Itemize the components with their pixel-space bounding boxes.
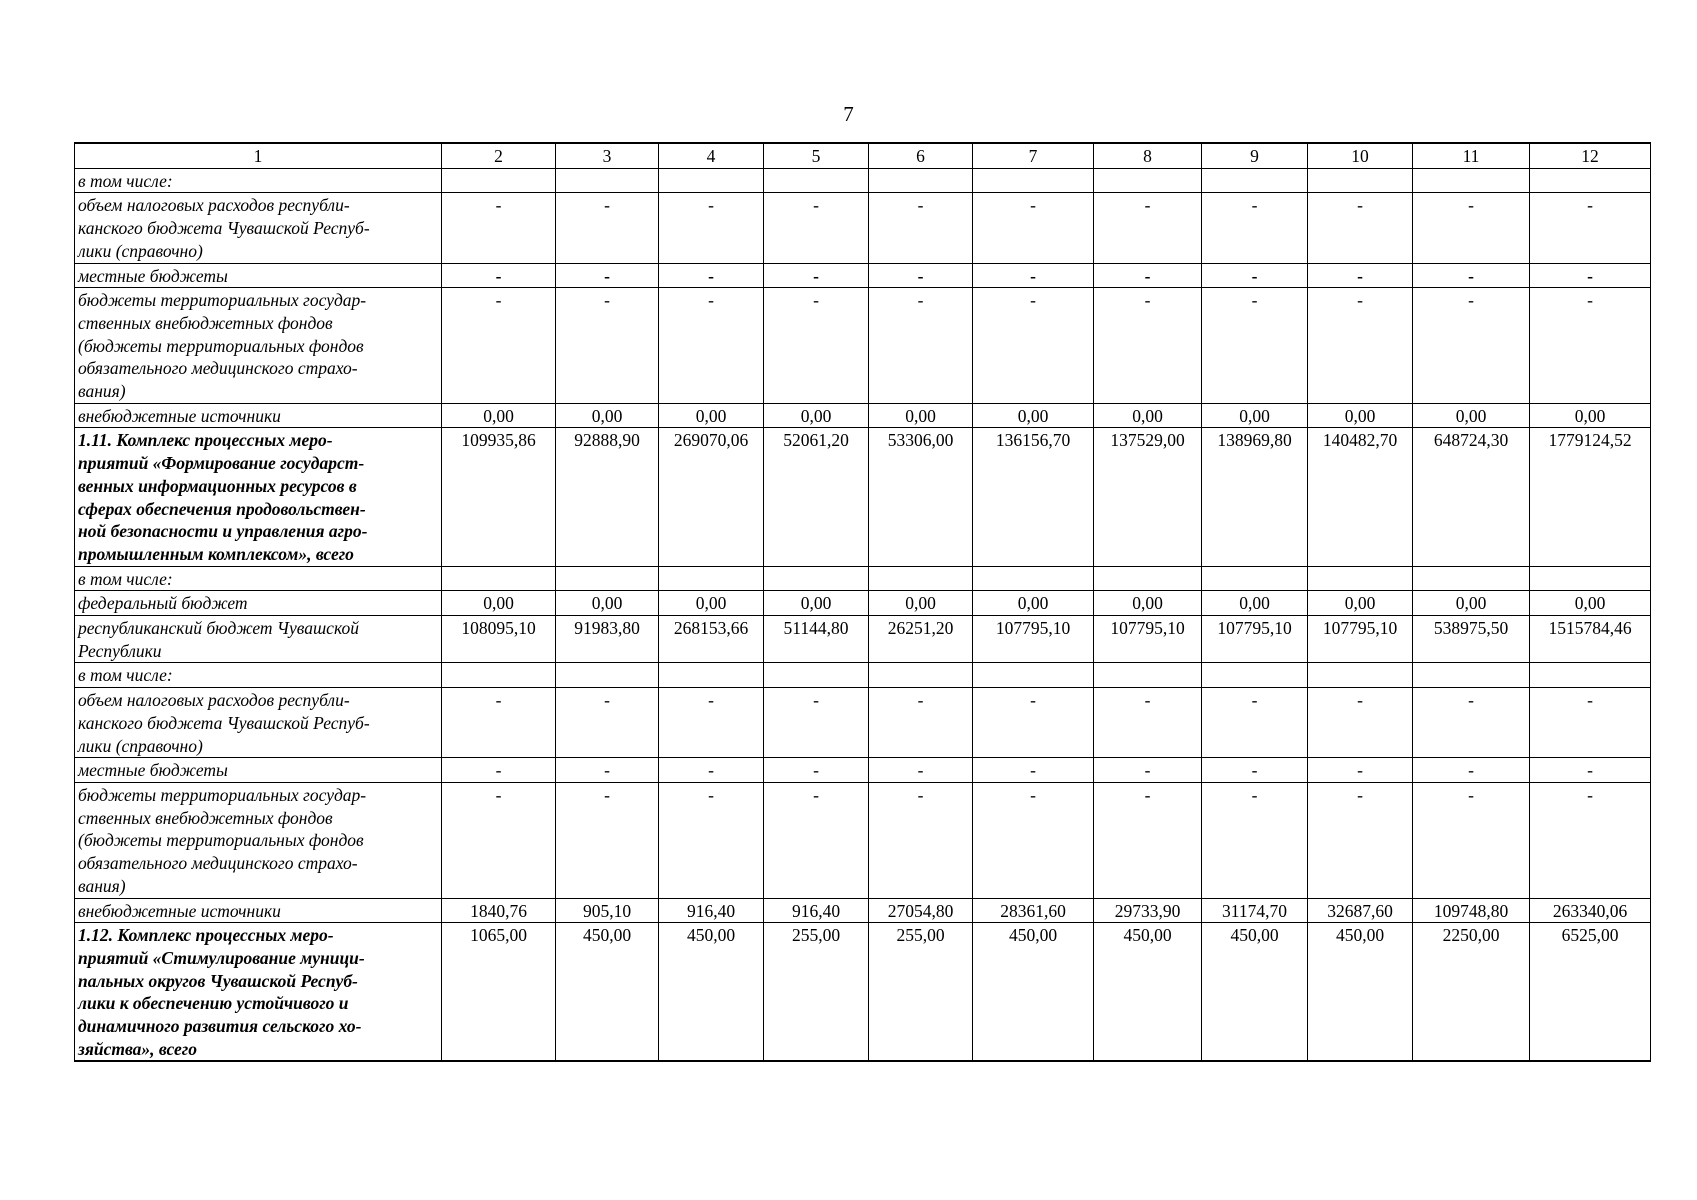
column-header: 2 [442, 143, 556, 168]
value-cell: - [973, 288, 1094, 404]
value-cell [973, 566, 1094, 591]
value-cell [1094, 168, 1202, 193]
row-label: в том числе: [75, 663, 442, 688]
value-cell: - [1202, 688, 1308, 758]
value-cell: - [1202, 193, 1308, 263]
value-cell: 450,00 [659, 923, 764, 1062]
value-cell: - [869, 288, 973, 404]
table-row [75, 898, 1651, 923]
value-cell: - [1413, 782, 1530, 898]
value-cell: - [869, 263, 973, 288]
value-cell [442, 566, 556, 591]
column-header: 7 [973, 143, 1094, 168]
value-cell: 52061,20 [764, 428, 869, 566]
row-label: 1.11. Комплекс процессных меро- приятий «Формирование государст- венных информационных ресурсов в сферах обеспечения продовольствен- ной безопасности и управления агро- промышленным комплексом», всего [75, 428, 442, 566]
value-cell: - [1094, 782, 1202, 898]
value-cell: 0,00 [869, 403, 973, 428]
value-cell: - [556, 782, 659, 898]
value-cell: - [1530, 688, 1651, 758]
table-row [75, 288, 1651, 404]
value-cell: 107795,10 [1202, 616, 1308, 663]
value-cell [764, 566, 869, 591]
row-label: объем налоговых расходов республи- канского бюджета Чувашской Респуб- лики (справочно) [75, 688, 442, 758]
value-cell: 0,00 [1202, 403, 1308, 428]
table-row [75, 591, 1651, 616]
column-header: 11 [1413, 143, 1530, 168]
value-cell: 51144,80 [764, 616, 869, 663]
row-label: местные бюджеты [75, 263, 442, 288]
value-cell: - [764, 688, 869, 758]
value-cell [1413, 168, 1530, 193]
column-header: 12 [1530, 143, 1651, 168]
value-cell: - [442, 688, 556, 758]
value-cell: 32687,60 [1308, 898, 1413, 923]
value-cell [1094, 566, 1202, 591]
value-cell: - [1530, 288, 1651, 404]
value-cell: - [556, 758, 659, 783]
value-cell: - [1094, 193, 1202, 263]
value-cell: 1515784,46 [1530, 616, 1651, 663]
page-number: 7 [843, 102, 854, 126]
value-cell: - [1202, 288, 1308, 404]
value-cell: 450,00 [556, 923, 659, 1062]
value-cell: 0,00 [764, 591, 869, 616]
row-label: объем налоговых расходов республи- канского бюджета Чувашской Респуб- лики (справочно) [75, 193, 442, 263]
value-cell [869, 168, 973, 193]
value-cell [556, 168, 659, 193]
row-label: внебюджетные источники [75, 898, 442, 923]
value-cell: 538975,50 [1413, 616, 1530, 663]
value-cell: - [1530, 263, 1651, 288]
value-cell: - [1530, 758, 1651, 783]
value-cell: 648724,30 [1413, 428, 1530, 566]
value-cell [659, 566, 764, 591]
table-row [75, 193, 1651, 263]
value-cell [1202, 663, 1308, 688]
value-cell: 905,10 [556, 898, 659, 923]
value-cell: 0,00 [869, 591, 973, 616]
value-cell: 1065,00 [442, 923, 556, 1062]
column-header: 4 [659, 143, 764, 168]
column-header: 10 [1308, 143, 1413, 168]
value-cell: 6525,00 [1530, 923, 1651, 1062]
row-label: внебюджетные источники [75, 403, 442, 428]
value-cell: - [556, 688, 659, 758]
value-cell [1413, 663, 1530, 688]
row-label: бюджеты территориальных государ- ственных внебюджетных фондов (бюджеты территориальных фондов обязательного медицинского страхо- вания) [75, 782, 442, 898]
row-label: местные бюджеты [75, 758, 442, 783]
value-cell: - [1308, 688, 1413, 758]
value-cell: 263340,06 [1530, 898, 1651, 923]
column-header: 1 [75, 143, 442, 168]
table-row [75, 168, 1651, 193]
value-cell [1202, 566, 1308, 591]
value-cell: 0,00 [1094, 591, 1202, 616]
value-cell [1308, 566, 1413, 591]
value-cell [1413, 566, 1530, 591]
value-cell: 107795,10 [1308, 616, 1413, 663]
row-label: в том числе: [75, 168, 442, 193]
value-cell: - [1094, 688, 1202, 758]
value-cell: - [442, 782, 556, 898]
value-cell: - [1413, 288, 1530, 404]
value-cell [869, 566, 973, 591]
value-cell: 0,00 [442, 403, 556, 428]
value-cell: 108095,10 [442, 616, 556, 663]
value-cell: 0,00 [1202, 591, 1308, 616]
table-row [75, 403, 1651, 428]
value-cell [1202, 168, 1308, 193]
value-cell: - [869, 758, 973, 783]
value-cell: 0,00 [556, 591, 659, 616]
value-cell: 450,00 [1094, 923, 1202, 1062]
value-cell: - [764, 263, 869, 288]
value-cell: 107795,10 [973, 616, 1094, 663]
value-cell [659, 168, 764, 193]
value-cell [442, 168, 556, 193]
value-cell [1530, 566, 1651, 591]
value-cell: - [659, 263, 764, 288]
value-cell: 268153,66 [659, 616, 764, 663]
value-cell [1094, 663, 1202, 688]
column-header: 3 [556, 143, 659, 168]
value-cell: - [1308, 193, 1413, 263]
value-cell: 916,40 [764, 898, 869, 923]
value-cell: 27054,80 [869, 898, 973, 923]
value-cell: - [1308, 758, 1413, 783]
value-cell: - [1530, 193, 1651, 263]
value-cell [556, 663, 659, 688]
value-cell [1530, 168, 1651, 193]
value-cell: - [1413, 193, 1530, 263]
value-cell: - [1202, 758, 1308, 783]
value-cell: - [1202, 782, 1308, 898]
value-cell: 92888,90 [556, 428, 659, 566]
value-cell: - [556, 193, 659, 263]
header-row [75, 143, 1651, 168]
value-cell: 53306,00 [869, 428, 973, 566]
value-cell: - [556, 288, 659, 404]
value-cell: - [659, 688, 764, 758]
value-cell: 255,00 [764, 923, 869, 1062]
row-label: федеральный бюджет [75, 591, 442, 616]
row-label: бюджеты территориальных государ- ственных внебюджетных фондов (бюджеты территориальных фондов обязательного медицинского страхо- вания) [75, 288, 442, 404]
value-cell: - [764, 193, 869, 263]
value-cell: - [869, 193, 973, 263]
value-cell: - [442, 758, 556, 783]
value-cell [764, 663, 869, 688]
value-cell: - [973, 263, 1094, 288]
value-cell: 91983,80 [556, 616, 659, 663]
value-cell: 0,00 [973, 403, 1094, 428]
value-cell: 1840,76 [442, 898, 556, 923]
value-cell: - [764, 758, 869, 783]
value-cell: - [442, 288, 556, 404]
value-cell: 28361,60 [973, 898, 1094, 923]
value-cell: - [659, 193, 764, 263]
value-cell: 138969,80 [1202, 428, 1308, 566]
column-header: 5 [764, 143, 869, 168]
table-row [75, 566, 1651, 591]
value-cell: 2250,00 [1413, 923, 1530, 1062]
column-header: 6 [869, 143, 973, 168]
value-cell [764, 168, 869, 193]
table-row [75, 923, 1651, 1062]
budget-table [74, 142, 1651, 1062]
table-row [75, 663, 1651, 688]
value-cell: 26251,20 [869, 616, 973, 663]
value-cell: 0,00 [1413, 403, 1530, 428]
value-cell: - [556, 263, 659, 288]
value-cell: 269070,06 [659, 428, 764, 566]
value-cell [973, 663, 1094, 688]
value-cell: - [973, 758, 1094, 783]
column-header: 8 [1094, 143, 1202, 168]
value-cell: - [659, 758, 764, 783]
column-header: 9 [1202, 143, 1308, 168]
value-cell: - [1530, 782, 1651, 898]
value-cell: - [659, 288, 764, 404]
row-label: в том числе: [75, 566, 442, 591]
value-cell: - [869, 782, 973, 898]
value-cell: 137529,00 [1094, 428, 1202, 566]
value-cell: 0,00 [1308, 591, 1413, 616]
value-cell: 450,00 [973, 923, 1094, 1062]
value-cell: - [973, 688, 1094, 758]
value-cell: 0,00 [1413, 591, 1530, 616]
value-cell: - [1413, 688, 1530, 758]
value-cell: 109748,80 [1413, 898, 1530, 923]
value-cell: 450,00 [1308, 923, 1413, 1062]
value-cell: - [1094, 288, 1202, 404]
value-cell: 1779124,52 [1530, 428, 1651, 566]
value-cell: 0,00 [1530, 403, 1651, 428]
table-row [75, 263, 1651, 288]
row-label: 1.12. Комплекс процессных меро- приятий «Стимулирование муници- пальных округов Чувашской Респуб- лики к обеспечению устойчивого и динамичного развития сельского хо- зяйства», всего [75, 923, 442, 1062]
value-cell: - [442, 193, 556, 263]
value-cell: - [1308, 782, 1413, 898]
value-cell [1308, 168, 1413, 193]
value-cell: 0,00 [1094, 403, 1202, 428]
value-cell: 0,00 [764, 403, 869, 428]
table-row [75, 782, 1651, 898]
value-cell: 109935,86 [442, 428, 556, 566]
value-cell: 31174,70 [1202, 898, 1308, 923]
value-cell [659, 663, 764, 688]
value-cell: - [1094, 263, 1202, 288]
value-cell: - [973, 193, 1094, 263]
table-row [75, 758, 1651, 783]
table-row [75, 688, 1651, 758]
table-row [75, 616, 1651, 663]
value-cell: 916,40 [659, 898, 764, 923]
value-cell: - [1413, 758, 1530, 783]
table-row [75, 428, 1651, 566]
value-cell: - [442, 263, 556, 288]
value-cell [1308, 663, 1413, 688]
value-cell: - [1308, 288, 1413, 404]
value-cell: 136156,70 [973, 428, 1094, 566]
value-cell: 450,00 [1202, 923, 1308, 1062]
value-cell: 140482,70 [1308, 428, 1413, 566]
value-cell [869, 663, 973, 688]
value-cell: 107795,10 [1094, 616, 1202, 663]
value-cell: 0,00 [659, 403, 764, 428]
value-cell: - [1094, 758, 1202, 783]
value-cell [556, 566, 659, 591]
value-cell: - [659, 782, 764, 898]
value-cell: - [1413, 263, 1530, 288]
value-cell [973, 168, 1094, 193]
value-cell: 0,00 [442, 591, 556, 616]
value-cell: - [973, 782, 1094, 898]
value-cell: 0,00 [1530, 591, 1651, 616]
value-cell: 0,00 [659, 591, 764, 616]
value-cell: - [1308, 263, 1413, 288]
value-cell: 0,00 [973, 591, 1094, 616]
value-cell: - [764, 782, 869, 898]
value-cell: 0,00 [1308, 403, 1413, 428]
value-cell [442, 663, 556, 688]
row-label: республиканский бюджет Чувашской Республики [75, 616, 442, 663]
value-cell [1530, 663, 1651, 688]
value-cell: - [869, 688, 973, 758]
value-cell: - [1202, 263, 1308, 288]
value-cell: - [764, 288, 869, 404]
value-cell: 29733,90 [1094, 898, 1202, 923]
value-cell: 255,00 [869, 923, 973, 1062]
value-cell: 0,00 [556, 403, 659, 428]
